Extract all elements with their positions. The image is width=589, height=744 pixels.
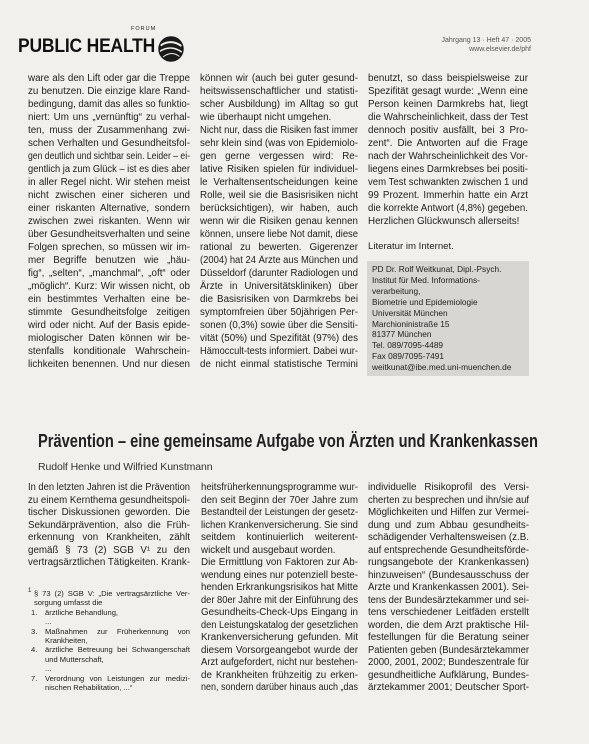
text-line: „möglich“. Kurz: Wir wissen nicht, ob bbox=[28, 281, 190, 292]
text-line: dennoch positiv ausfällt, bei 3 Pro- bbox=[368, 125, 528, 136]
text-line: schen Verhalten und Gesundheitsfol- bbox=[28, 138, 190, 149]
text-line: ten, muss der Zusammenhang zwi- bbox=[28, 125, 190, 136]
issue-info: Jahrgang 13 · Heft 47 · 2005 bbox=[441, 37, 531, 44]
text-line: wenn wir die Risiken genau kennen bbox=[200, 216, 358, 227]
text-line: Düsseldorf (darunter Radiologen und bbox=[200, 268, 358, 279]
footnote-list-item bbox=[28, 617, 190, 626]
text-line: berücksichtigen), wir haben, auch bbox=[200, 203, 358, 214]
footnote-item-number: 1. bbox=[31, 607, 38, 617]
footnote-marker: 1 bbox=[28, 588, 32, 594]
text-line: Möglichkeiten und Hilfen zur Vermei- bbox=[368, 507, 529, 518]
text-line: In den letzten Jahren ist die Prävention bbox=[28, 482, 190, 493]
text-line: nischen Rehabilitation, ...“ bbox=[45, 683, 133, 693]
text-line: gentlich ja zum Glück – ist es dies aber bbox=[28, 164, 190, 175]
literature-note: Literatur im Internet. bbox=[368, 241, 454, 252]
text-line: schädigender Verhaltensweisen (z.B. bbox=[368, 532, 529, 543]
text-line: PD Dr. Rolf Weitkunat, Dipl.-Psych. bbox=[372, 264, 502, 274]
footnote-item-number: 3. bbox=[31, 626, 38, 636]
article-column-3 bbox=[368, 482, 529, 695]
text-line: nicht zwischen einer sicheren und bbox=[28, 190, 190, 201]
text-line: lichkeiten benennen. Und nur diesen bbox=[28, 359, 190, 370]
text-line: Rolle, weil sie die Basisrisiken nicht bbox=[200, 190, 358, 201]
text-line: Hämoccult-tests informiert. Dabei wur- bbox=[200, 346, 358, 357]
text-line: rational zu bewerten. Gigerenzer bbox=[200, 242, 358, 253]
text-line: Institut für Med. Informations- bbox=[372, 274, 480, 285]
footnote-intro bbox=[28, 589, 190, 608]
text-line: den Leistungskatalog der gesetzlichen bbox=[201, 619, 358, 631]
text-line: lichen Krankenversicherung. Sie sind bbox=[201, 519, 358, 531]
paragraph bbox=[368, 215, 528, 228]
text-line: fig“, „selten“, „manchmal“, „oft“ oder bbox=[28, 268, 190, 279]
text-line: Verordnung von Leistungen zur medizi- bbox=[45, 673, 190, 683]
text-line: Person keinen Darmkrebs hat, liegt bbox=[368, 99, 528, 110]
footnote bbox=[28, 589, 190, 692]
text-line: ärztliche Betreuung bei Schwangerschaft bbox=[45, 645, 190, 655]
text-line: Ärzte in Universitätskliniken) über bbox=[200, 281, 358, 292]
text-line: mer Begriffe benutzen wie „häu- bbox=[28, 255, 190, 266]
text-line: auf entsprechende Gesundheitsförde- bbox=[368, 544, 529, 556]
text-line: Folgen sprechen, so müssen wir im- bbox=[28, 242, 190, 253]
text-line: der 80er Jahre mit der Einführung des bbox=[201, 594, 358, 606]
text-line: stenfalls konditionale Wahrschein- bbox=[28, 346, 190, 357]
logo-super-text: FORUM bbox=[131, 26, 157, 32]
text-line: den seit Beginn der 70er Jahre zum bbox=[201, 494, 358, 506]
article-authors: Rudolf Henke und Wilfried Kunstmann bbox=[38, 461, 213, 473]
text-line: ... bbox=[45, 617, 52, 627]
text-line: Biometrie und Epidemiologie bbox=[372, 296, 478, 307]
text-line: verarbeitung, bbox=[372, 285, 421, 296]
text-line: tens verschiedener Leitfäden erstellt bbox=[368, 607, 529, 618]
footnote-list-item bbox=[28, 664, 190, 673]
text-line: Sekundärprävention, also die Früh- bbox=[28, 519, 190, 531]
text-line: Nicht nur, dass die Risiken fast immer bbox=[200, 125, 358, 136]
text-line: vität (50%) und Spezifität (97%) des bbox=[200, 333, 358, 344]
globe-logo-icon bbox=[156, 35, 186, 68]
text-line: Krankenversicherung gefunden. Mit bbox=[201, 632, 358, 643]
text-line: gemäß § 73 (2) SGB V¹ zu den bbox=[28, 544, 190, 556]
article-column-1 bbox=[28, 482, 190, 570]
text-line: liegens eines Darmkrebses bei positi- bbox=[368, 164, 528, 175]
text-line: können wir (auch bei guter gesund- bbox=[200, 73, 358, 84]
text-line: 81377 München bbox=[372, 329, 432, 340]
text-line: Gesundheits-Check-Ups Eingang in bbox=[201, 607, 358, 618]
text-line: zu benutzen. Die einzige klare Rand- bbox=[28, 86, 190, 97]
text-line: benutzt, so dass beispielsweise zur bbox=[368, 73, 528, 84]
paragraph bbox=[368, 482, 529, 695]
text-line: Maßnahmen zur Früherkennung von bbox=[45, 626, 190, 636]
text-line: vem Test schwankten zwischen 1 und bbox=[368, 177, 528, 188]
text-line: Universität München bbox=[372, 307, 448, 318]
text-line: tens der Bundesärztekammer und sei- bbox=[368, 594, 529, 606]
text-line: weitkunat@ibe.med.uni-muenchen.de bbox=[372, 362, 512, 373]
text-line: die Wahrscheinlichkeit, dass der Test bbox=[368, 112, 528, 123]
text-line: ein bestimmtes Verhalten eine be- bbox=[28, 294, 190, 305]
text-line: zwischen zwei riskanten. Wenn wir bbox=[28, 216, 190, 227]
text-line: zent“. Die Antworten auf die Frage bbox=[368, 138, 528, 149]
text-line: bedingung, damit das alles so funktio- bbox=[28, 99, 190, 110]
text-line: cherten zu besprechen und ihn/sie auf bbox=[368, 494, 529, 506]
text-line: symptomfreien über 50jährigen Per- bbox=[200, 307, 358, 318]
text-line: wie überhaupt nicht umgehen. bbox=[200, 112, 332, 123]
text-line: de Krankheiten frühzeitig zu erken- bbox=[201, 669, 358, 681]
text-line: lative Risiken spielen für individuel- bbox=[200, 164, 358, 175]
text-line: vertragsärztlichen Tätigkeiten. Krank- bbox=[28, 557, 190, 568]
article-title-text: Prävention – eine gemeinsame Aufgabe von Ärzten und Krankenkassen bbox=[38, 431, 538, 451]
paragraph bbox=[368, 72, 528, 215]
text-line: und Mutterschaft, bbox=[45, 654, 104, 664]
text-line: die Basisrisiken von Darmkrebs bei bbox=[200, 294, 358, 305]
article-column-2 bbox=[201, 482, 358, 695]
paragraph bbox=[200, 72, 358, 124]
footnote-item-number: 7. bbox=[31, 673, 38, 683]
text-line: 2000, 2001, 2002; Bundeszentrale für bbox=[368, 657, 529, 668]
text-line: Arzt aufgefordert, nicht nur bestehen- bbox=[201, 657, 358, 668]
text-line: (2004) hat 24 Ärzte aus München und bbox=[200, 255, 358, 266]
journal-url: www.elsevier.de/phf bbox=[469, 46, 531, 53]
footnote-item-number: 4. bbox=[31, 645, 38, 655]
text-line: in aller Regel nicht. Wir stehen meist bbox=[28, 177, 190, 188]
text-line: sehr klein sind (was von Epidemiolo- bbox=[200, 138, 358, 149]
text-line: worden, die dem Arzt praktische Hil- bbox=[368, 619, 529, 631]
text-line: gen deutlich und sichtbar sein. Leider – ei- bbox=[28, 151, 190, 162]
text-line: heitsfrüherkennungsprogramme wur- bbox=[201, 482, 358, 493]
text-line: de nicht einmal statistische Termini bbox=[200, 359, 358, 370]
text-line: heitswissenschaftlicher und statisti- bbox=[200, 86, 358, 97]
text-line: sorgung umfasst die bbox=[34, 598, 103, 608]
text-line: erkennung von Krankheiten, zählt bbox=[28, 532, 190, 543]
text-line: Krankheiten, bbox=[45, 636, 88, 646]
text-line: nach der Wahrscheinlichkeit des Vor- bbox=[368, 151, 528, 162]
text-line: ware als den Lift oder gar die Treppe bbox=[28, 73, 190, 84]
text-line: dung und zum Abbau gesundheits- bbox=[368, 519, 529, 531]
paragraph bbox=[201, 482, 358, 557]
text-line: Spezifität gesagt wurde: „Wenn eine bbox=[368, 86, 528, 97]
text-line: Bestandteil der Leistungen der gesetz- bbox=[201, 507, 358, 518]
paragraph bbox=[28, 482, 190, 570]
text-line: stimmte Gesundheitsfolge zeitigen bbox=[28, 307, 190, 318]
article-title bbox=[38, 430, 538, 452]
footnote-list-item bbox=[28, 627, 190, 646]
top-article-column-2 bbox=[200, 72, 358, 371]
text-line: wickelt und ausgebaut worden. bbox=[201, 544, 336, 556]
text-line: wendung eines nur potenziell beste- bbox=[201, 569, 358, 581]
text-line: seitdem kontinuierlich weiterent- bbox=[201, 532, 358, 543]
text-line: einer riskanten Alternative, sondern bbox=[28, 203, 190, 214]
text-line: niert: Um uns „vernünftig“ zu verhal- bbox=[28, 112, 190, 123]
text-line: rungsangebote der Krankenkassen) bbox=[368, 557, 529, 568]
text-line: über Gesundheitsverhalten und seine bbox=[28, 229, 190, 240]
text-line: gesundheitliche Aufklärung, Bundes- bbox=[368, 669, 529, 681]
paragraph bbox=[201, 557, 358, 695]
text-line: nen, sondern darüber hinaus auch „das bbox=[201, 682, 358, 693]
text-line: können, unsere liebe Not damit, diese bbox=[200, 229, 358, 240]
text-line: le Verhaltensentscheidungen keine bbox=[200, 177, 358, 188]
journal-logo-text: PUBLIC HEALTH bbox=[18, 36, 156, 57]
text-line: Herzlichen Glückwunsch allerseits! bbox=[368, 216, 520, 227]
author-contact-box bbox=[367, 261, 529, 376]
text-line: Die Ermittlung von Faktoren zur Ab- bbox=[201, 557, 358, 568]
text-line: ärztekammer 2001; Deutscher Sport- bbox=[368, 682, 529, 693]
text-line: 99 Prozent. Immerhin hatte ein Arzt bbox=[368, 190, 528, 201]
text-line: Marchioninistraße 15 bbox=[372, 318, 450, 329]
footnote-list-item bbox=[28, 645, 190, 664]
text-line: § 73 (2) SGB V: „Die vertragsärztliche Ver- bbox=[34, 589, 190, 598]
text-line: miologischer Daten können wir be- bbox=[28, 333, 190, 344]
footnote-list-item bbox=[28, 674, 190, 693]
text-line: festellungen für die Beratung seiner bbox=[368, 632, 529, 643]
text-line: diesem Vorsorgeangebot wurde der bbox=[201, 644, 358, 656]
text-line: scher Ausbildung) im Alltag so gut bbox=[200, 99, 358, 110]
footnote-list-item bbox=[28, 608, 190, 617]
text-line: wird oder nicht. Auf der Basis epide- bbox=[28, 320, 190, 331]
top-article-column-1 bbox=[28, 72, 190, 371]
text-line: zu einem Kernthema gesundheitspoli- bbox=[28, 494, 190, 506]
text-line: hinzuweisen“ (Bundesausschuss der bbox=[368, 569, 529, 581]
text-line: henden Erkrankungsrisikos hat Mitte bbox=[201, 582, 358, 593]
text-line: sonen (0,3%) sowie über die Sensiti- bbox=[200, 320, 358, 331]
text-line: Tel. 089/7095-4489 bbox=[372, 340, 444, 351]
top-article-column-3 bbox=[368, 72, 528, 228]
text-line: ... bbox=[45, 664, 52, 674]
text-line: tischer Diskussionen geworden. Die bbox=[28, 507, 190, 518]
text-line: gen gerne vergessen wird: Re- bbox=[200, 151, 358, 162]
paragraph bbox=[28, 72, 190, 371]
text-line: Ärzte und Krankenkassen 2001). Sei- bbox=[368, 582, 529, 593]
text-line: Patienten geben (Bundesärztekammer bbox=[368, 644, 529, 656]
paragraph bbox=[200, 124, 358, 371]
text-line: Fax 089/7095-7491 bbox=[372, 351, 444, 362]
text-line: individuelle Risikoprofil des Versi- bbox=[368, 482, 529, 493]
text-line: die korrekte Antwort (4,8%) gegeben. bbox=[368, 203, 528, 214]
text-line: ärztliche Behandlung, bbox=[45, 607, 119, 617]
